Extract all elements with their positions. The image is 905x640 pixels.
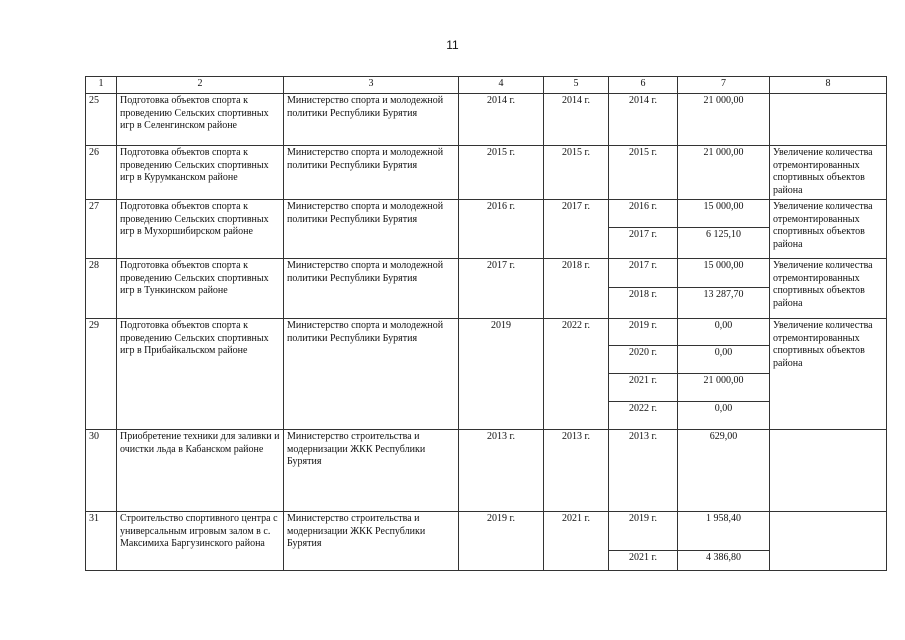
row-number: 25 [86,94,117,146]
funding-amount: 21 000,00 [678,94,770,146]
header-row [86,77,887,94]
funding-amount: 15 000,00 [678,259,770,288]
funding-year: 2022 г. [609,402,678,430]
funding-year: 2021 г. [609,551,678,571]
ministry: Министерство спорта и молодежной политики Республики Бурятия [284,259,459,319]
funding-amount: 1 958,40 [678,512,770,551]
expected-result [770,94,887,146]
end-year: 2021 г. [544,512,609,571]
end-year: 2015 г. [544,146,609,200]
table-row [86,319,887,346]
funding-amount: 21 000,00 [678,374,770,402]
funding-year: 2018 г. [609,288,678,319]
header-cell: 5 [544,77,609,94]
event-name: Подготовка объектов спорта к проведению Сельских спортивных игр в Прибайкальском районе [117,319,284,430]
start-year: 2019 г. [459,512,544,571]
header-cell: 7 [678,77,770,94]
event-name: Подготовка объектов спорта к проведению Сельских спортивных игр в Тункинском районе [117,259,284,319]
start-year: 2016 г. [459,200,544,259]
expected-result [770,430,887,512]
end-year: 2018 г. [544,259,609,319]
funding-amount: 15 000,00 [678,200,770,228]
funding-year: 2020 г. [609,346,678,374]
funding-year: 2019 г. [609,319,678,346]
row-number: 27 [86,200,117,259]
row-number: 30 [86,430,117,512]
funding-year: 2015 г. [609,146,678,200]
header-cell: 1 [86,77,117,94]
funding-amount: 629,00 [678,430,770,512]
event-name: Строительство спортивного центра с универсальным игровым залом в с. Максимиха Баргузинского района [117,512,284,571]
end-year: 2017 г. [544,200,609,259]
table-row [86,94,887,146]
expected-result: Увеличение количества отремонтированных спортивных объектов района [770,319,887,430]
start-year: 2019 [459,319,544,430]
funding-amount: 6 125,10 [678,228,770,259]
start-year: 2013 г. [459,430,544,512]
table-row [86,259,887,288]
funding-amount: 0,00 [678,319,770,346]
funding-amount: 0,00 [678,346,770,374]
table-row [86,512,887,551]
expected-result: Увеличение количества отремонтированных спортивных объектов района [770,200,887,259]
event-name: Подготовка объектов спорта к проведению Сельских спортивных игр в Курумканском районе [117,146,284,200]
funding-year: 2013 г. [609,430,678,512]
header-cell: 8 [770,77,887,94]
page-number: 11 [446,38,459,52]
ministry: Министерство спорта и молодежной политики Республики Бурятия [284,94,459,146]
row-number: 31 [86,512,117,571]
ministry: Министерство спорта и молодежной политики Республики Бурятия [284,146,459,200]
end-year: 2013 г. [544,430,609,512]
funding-year: 2021 г. [609,374,678,402]
row-number: 26 [86,146,117,200]
expected-result [770,512,887,571]
ministry: Министерство спорта и молодежной политики Республики Бурятия [284,319,459,430]
event-name: Подготовка объектов спорта к проведению Сельских спортивных игр в Селенгинском районе [117,94,284,146]
ministry: Министерство строительства и модернизации ЖКК Республики Бурятия [284,430,459,512]
ministry: Министерство спорта и молодежной политики Республики Бурятия [284,200,459,259]
program-table [85,76,887,571]
header-cell: 4 [459,77,544,94]
funding-amount: 13 287,70 [678,288,770,319]
table-row [86,200,887,228]
funding-amount: 21 000,00 [678,146,770,200]
funding-year: 2019 г. [609,512,678,551]
ministry: Министерство строительства и модернизации ЖКК Республики Бурятия [284,512,459,571]
header-cell: 6 [609,77,678,94]
row-number: 29 [86,319,117,430]
row-number: 28 [86,259,117,319]
start-year: 2017 г. [459,259,544,319]
funding-amount: 4 386,80 [678,551,770,571]
funding-year: 2017 г. [609,228,678,259]
event-name: Приобретение техники для заливки и очистки льда в Кабанском районе [117,430,284,512]
event-name: Подготовка объектов спорта к проведению Сельских спортивных игр в Мухоршибирском районе [117,200,284,259]
start-year: 2014 г. [459,94,544,146]
end-year: 2014 г. [544,94,609,146]
expected-result: Увеличение количества отремонтированных спортивных объектов района [770,259,887,319]
funding-year: 2017 г. [609,259,678,288]
funding-year: 2014 г. [609,94,678,146]
header-cell: 2 [117,77,284,94]
table-row [86,430,887,512]
header-cell: 3 [284,77,459,94]
funding-year: 2016 г. [609,200,678,228]
table-row [86,146,887,200]
end-year: 2022 г. [544,319,609,430]
start-year: 2015 г. [459,146,544,200]
funding-amount: 0,00 [678,402,770,430]
expected-result: Увеличение количества отремонтированных спортивных объектов района [770,146,887,200]
